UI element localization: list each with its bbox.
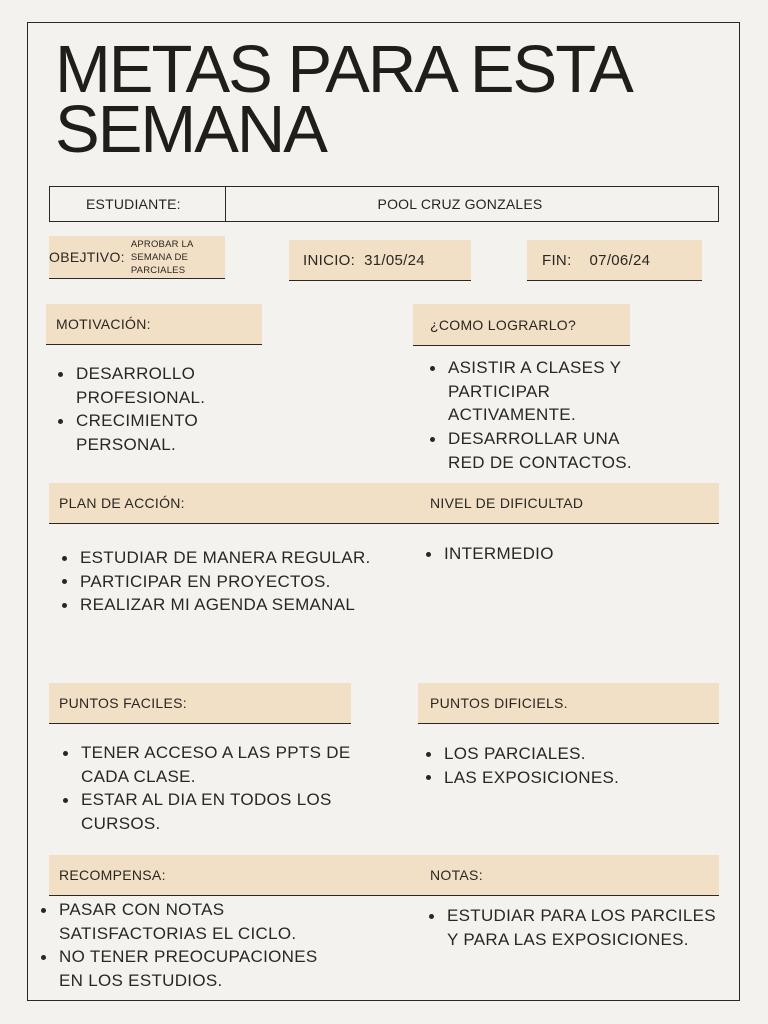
list-item: PASAR CON NOTAS SATISFACTORIAS EL CICLO.	[40, 898, 340, 945]
list-item: ESTUDIAR PARA LOS PARCILES Y PARA LAS EXPOSICIONES.	[428, 904, 728, 951]
inicio-date[interactable]: 31/05/24	[364, 251, 425, 269]
title-line-2: SEMANA	[55, 92, 326, 167]
objetivo-label: OBEJTIVO:	[49, 249, 125, 265]
list-item: CRECIMIENTO PERSONAL.	[57, 409, 247, 456]
list-item: ESTAR AL DIA EN TODOS LOS CURSOS.	[62, 788, 362, 835]
nivel-dificultad-label: NIVEL DE DIFICULTAD	[430, 495, 584, 511]
motivacion-label: MOTIVACIÓN:	[56, 316, 151, 332]
list-item: LAS EXPOSICIONES.	[425, 766, 685, 790]
objetivo-tag	[49, 236, 225, 279]
como-lograrlo-list	[429, 356, 649, 475]
objetivo-value[interactable]	[131, 238, 194, 277]
recompensa-notas-band	[49, 855, 719, 896]
page-title	[55, 32, 735, 167]
plan-accion-label: PLAN DE ACCIÓN:	[59, 495, 185, 511]
fin-label: FIN:	[542, 251, 572, 269]
notas-list	[428, 904, 728, 951]
fin-tag	[527, 240, 702, 281]
puntos-dificiles-label: PUNTOS DIFICIELS.	[430, 695, 568, 711]
puntos-faciles-list	[62, 741, 362, 836]
puntos-dificiles-list	[425, 742, 685, 789]
inicio-label: INICIO:	[303, 251, 356, 269]
objetivo-value-line: SEMANA DE	[130, 251, 189, 263]
list-item: ASISTIR A CLASES Y PARTICIPAR ACTIVAMENTE.	[429, 356, 649, 427]
student-name[interactable]: POOL CRUZ GONZALES	[377, 196, 543, 212]
puntos-faciles-label: PUNTOS FACILES:	[59, 695, 187, 711]
notas-label: NOTAS:	[430, 867, 483, 883]
list-item: REALIZAR MI AGENDA SEMANAL	[61, 593, 371, 617]
puntos-dificiles-heading	[418, 683, 719, 724]
plan-nivel-band	[49, 483, 719, 524]
list-item: NO TENER PREOCUPACIONES EN LOS ESTUDIOS.	[40, 945, 340, 992]
student-table	[49, 186, 719, 222]
objetivo-value-line: PARCIALES	[130, 264, 186, 276]
puntos-faciles-heading	[49, 683, 351, 724]
student-label: ESTUDIANTE:	[50, 187, 226, 221]
inicio-tag	[289, 240, 471, 281]
list-item: ESTUDIAR DE MANERA REGULAR.	[61, 546, 371, 570]
recompensa-list	[40, 898, 340, 993]
list-item: PARTICIPAR EN PROYECTOS.	[61, 570, 371, 594]
list-item: DESARROLLAR UNA RED DE CONTACTOS.	[429, 427, 649, 474]
title-line-1: METAS PARA ESTA	[55, 32, 632, 107]
objetivo-value-line: APROBAR LA	[130, 238, 194, 250]
list-item: TENER ACCESO A LAS PPTS DE CADA CLASE.	[62, 741, 362, 788]
como-lograrlo-heading	[413, 304, 630, 346]
list-item: DESARROLLO PROFESIONAL.	[57, 362, 247, 409]
motivacion-heading	[46, 304, 262, 345]
como-lograrlo-label: ¿COMO LOGRARLO?	[430, 316, 577, 333]
list-item: LOS PARCIALES.	[425, 742, 685, 766]
list-item: INTERMEDIO	[425, 542, 665, 566]
motivacion-list	[57, 362, 247, 457]
plan-accion-list	[61, 546, 371, 617]
nivel-dificultad-list	[425, 542, 665, 566]
fin-date[interactable]: 07/06/24	[589, 251, 651, 269]
recompensa-label: RECOMPENSA:	[59, 867, 166, 883]
